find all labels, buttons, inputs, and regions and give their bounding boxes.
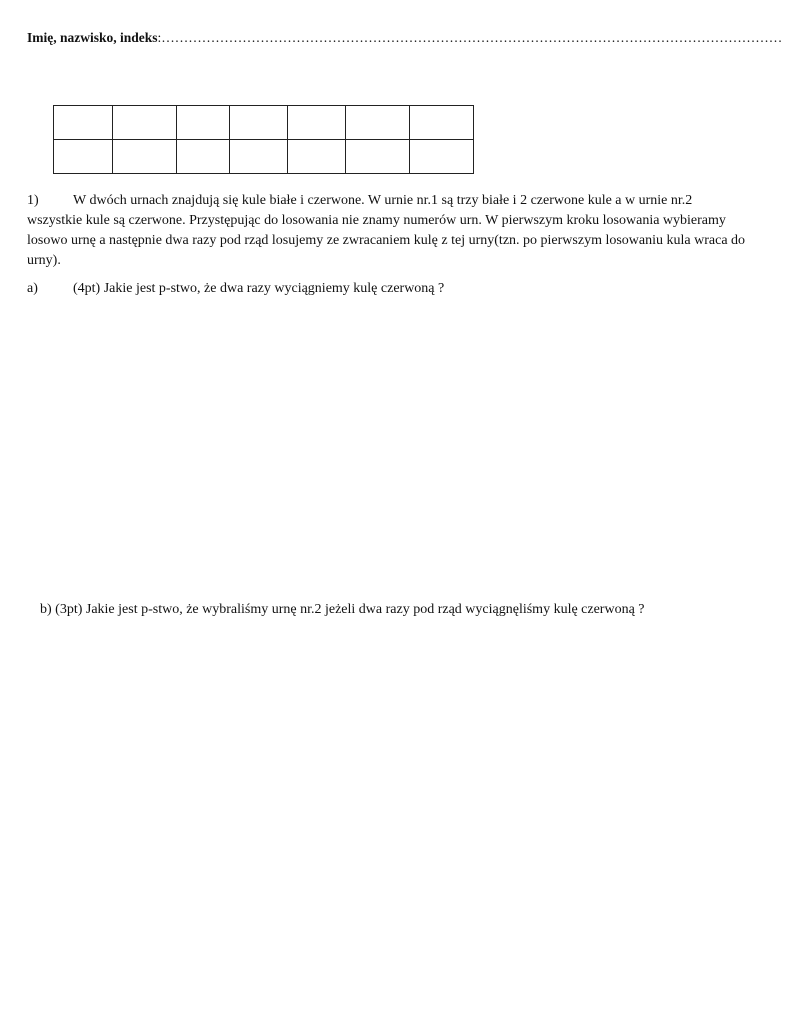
score-cell — [230, 140, 288, 174]
problem-1 — [27, 191, 747, 271]
score-cell — [288, 106, 346, 140]
name-index-dotted-line: :………………………………………………………………………………………………………………………… — [157, 30, 783, 45]
name-index-label: Imię, nazwisko, indeks — [27, 30, 158, 45]
score-table — [53, 105, 474, 174]
question-a-number: a) — [27, 281, 38, 296]
score-cell — [177, 106, 230, 140]
question-a — [27, 281, 444, 297]
score-cell — [288, 140, 346, 174]
score-cell — [230, 106, 288, 140]
score-cell — [54, 106, 113, 140]
score-cell — [54, 140, 113, 174]
score-cell — [113, 106, 177, 140]
problem-1-number: 1) — [27, 193, 39, 208]
score-table-row — [54, 106, 474, 140]
question-a-text: (4pt) Jakie jest p-stwo, że dwa razy wyciągniemy kulę czerwoną ? — [73, 281, 445, 296]
name-index-field — [27, 30, 782, 46]
question-b: b) (3pt) Jakie jest p-stwo, że wybraliśmy urnę nr.2 jeżeli dwa razy pod rząd wyciągnęliśmy kulę czerwoną ? — [40, 602, 645, 617]
score-table-row — [54, 140, 474, 174]
score-cell — [113, 140, 177, 174]
score-cell — [410, 106, 474, 140]
score-cell — [346, 106, 410, 140]
score-cell — [346, 140, 410, 174]
score-cell — [410, 140, 474, 174]
problem-1-text: W dwóch urnach znajdują się kule białe i czerwone. W urnie nr.1 są trzy białe i 2 czerwone kule a w urnie nr.2 wszystkie kule są czerwone. Przystępując do losowania nie znamy numerów urn. W pierwszym kroku losowania wybieramy losowo urnę a następnie dwa razy pod rząd losujemy ze zwracaniem kulę z tej urny(tzn. po pierwszym losowaniu kula wraca do urny). — [27, 193, 746, 268]
score-cell — [177, 140, 230, 174]
